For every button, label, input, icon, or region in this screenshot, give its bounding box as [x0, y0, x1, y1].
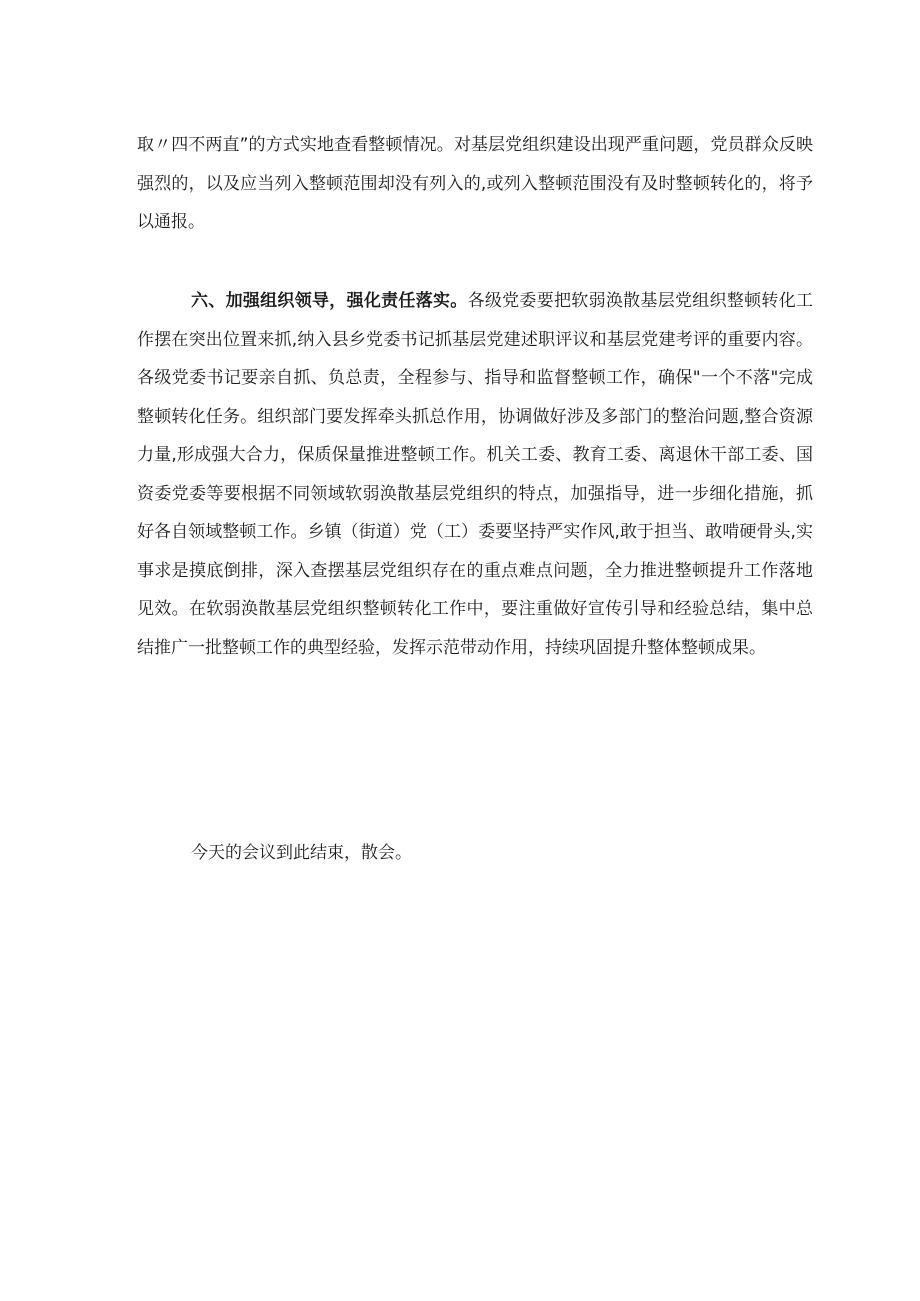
- paragraph-body: [137, 282, 813, 667]
- paragraph-continuation: [137, 126, 813, 242]
- section-heading: 六、加强组织领导，强化责任落实。: [191, 291, 468, 311]
- paragraph-text: 今天的会议到此结束，散会。: [191, 843, 412, 863]
- paragraph-text: 取〃四不两直”的方式实地查看整顿情况。对基层党组织建设出现严重问题，党员群众反映强烈的，以及应当列入整顿范围却没有列入的,或列入整顿范围没有及时整顿转化的，将予以通报。: [137, 135, 813, 232]
- paragraph-text: 各级党委要把软弱涣散基层党组织整顿转化工作摆在突出位置来抓,纳入县乡党委书记抓基层党建述职评议和基层党建考评的重要内容。各级党委书记要亲自抓、负总责，全程参与、指导和监督整顿工作，确保"一个不落"完成整顿转化任务。组织部门要发挥牵头抓总作用，协调做好涉及多部门的整治问题,整合资源力量,形成强大合力，保质保量推进整顿工作。机关工委、教育工委、离退休干部工委、国资委党委等要根据不同领域软弱涣散基层党组织的特点，加强指导，进一步细化措施，抓好各自领域整顿工作。乡镇（街道）党（工）委要坚持严实作风,敢于担当、敢啃硬骨头,实事求是摸底倒排，深入查摆基层党组织存在的重点难点问题，全力推进整顿提升工作落地见效。在软弱涣散基层党组织整顿转化工作中，要注重做好宣传引导和经验总结，集中总结推广一批整顿工作的典型经验，发挥示范带动作用，持续巩固提升整体整顿成果。: [137, 291, 814, 658]
- paragraph-section-six: [137, 282, 813, 667]
- paragraph-closing: [137, 834, 813, 873]
